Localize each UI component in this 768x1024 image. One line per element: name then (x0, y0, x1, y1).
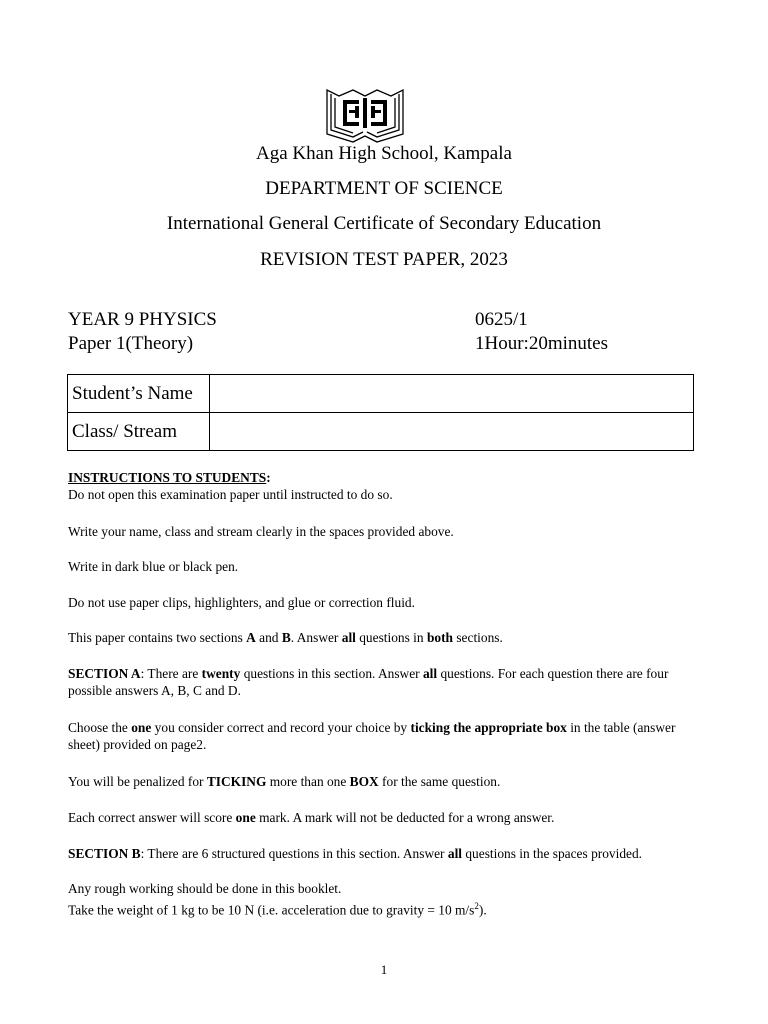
student-name-field[interactable] (210, 375, 694, 413)
school-name: Aga Khan High School, Kampala (256, 143, 512, 164)
exam-duration: 1Hour:20minutes (475, 333, 608, 354)
instruction-1: Do not open this examination paper until instructed to do so. (68, 487, 393, 502)
instructions-heading: INSTRUCTIONS TO STUDENTS: (68, 470, 271, 485)
paper-title: REVISION TEST PAPER, 2023 (260, 249, 508, 270)
instruction-scoring: Each correct answer will score one mark. A mark will not be deducted for a wrong answer. (68, 810, 555, 825)
instruction-3: Write in dark blue or black pen. (68, 559, 239, 574)
class-stream-label: Class/ Stream (68, 413, 210, 451)
instruction-penalty: You will be penalized for TICKING more than one BOX for the same question. (68, 774, 501, 789)
instruction-rough-work: Any rough working should be done in this booklet. (68, 881, 342, 896)
instruction-gravity: Take the weight of 1 kg to be 10 N (i.e. acceleration due to gravity = 10 $m/s^2$). (68, 901, 487, 918)
paper-code: 0625/1 (475, 309, 528, 330)
instruction-4: Do not use paper clips, highlighters, and glue or correction fluid. (68, 595, 415, 610)
department-title: DEPARTMENT OF SCIENCE (265, 178, 503, 199)
instruction-5: This paper contains two sections A and B. Answer all questions in both sections. (68, 630, 503, 645)
instruction-section-b: SECTION B: There are 6 structured questions in this section. Answer all questions in the spaces provided. (68, 846, 643, 861)
instruction-2: Write your name, class and stream clearly in the spaces provided above. (68, 524, 454, 539)
student-name-label: Student’s Name (68, 375, 210, 413)
instruction-choose: Choose the one you consider correct and record your choice by ticking the appropriate box in the table (answer sheet) provided on page2. (68, 720, 676, 752)
class-stream-row (68, 413, 694, 451)
paper-type: Paper 1(Theory) (68, 333, 194, 354)
certificate-title: International General Certificate of Secondary Education (166, 213, 602, 234)
subject-label: YEAR 9 PHYSICS (68, 309, 217, 330)
student-details-table (67, 374, 694, 451)
instruction-section-a: SECTION A: There are twenty questions in this section. Answer all questions. For each question there are four possible answers A, B, C and D. (68, 666, 669, 698)
student-name-row (68, 375, 694, 413)
page-number: 1 (380, 962, 388, 977)
class-stream-field[interactable] (210, 413, 694, 451)
school-logo (323, 84, 407, 146)
